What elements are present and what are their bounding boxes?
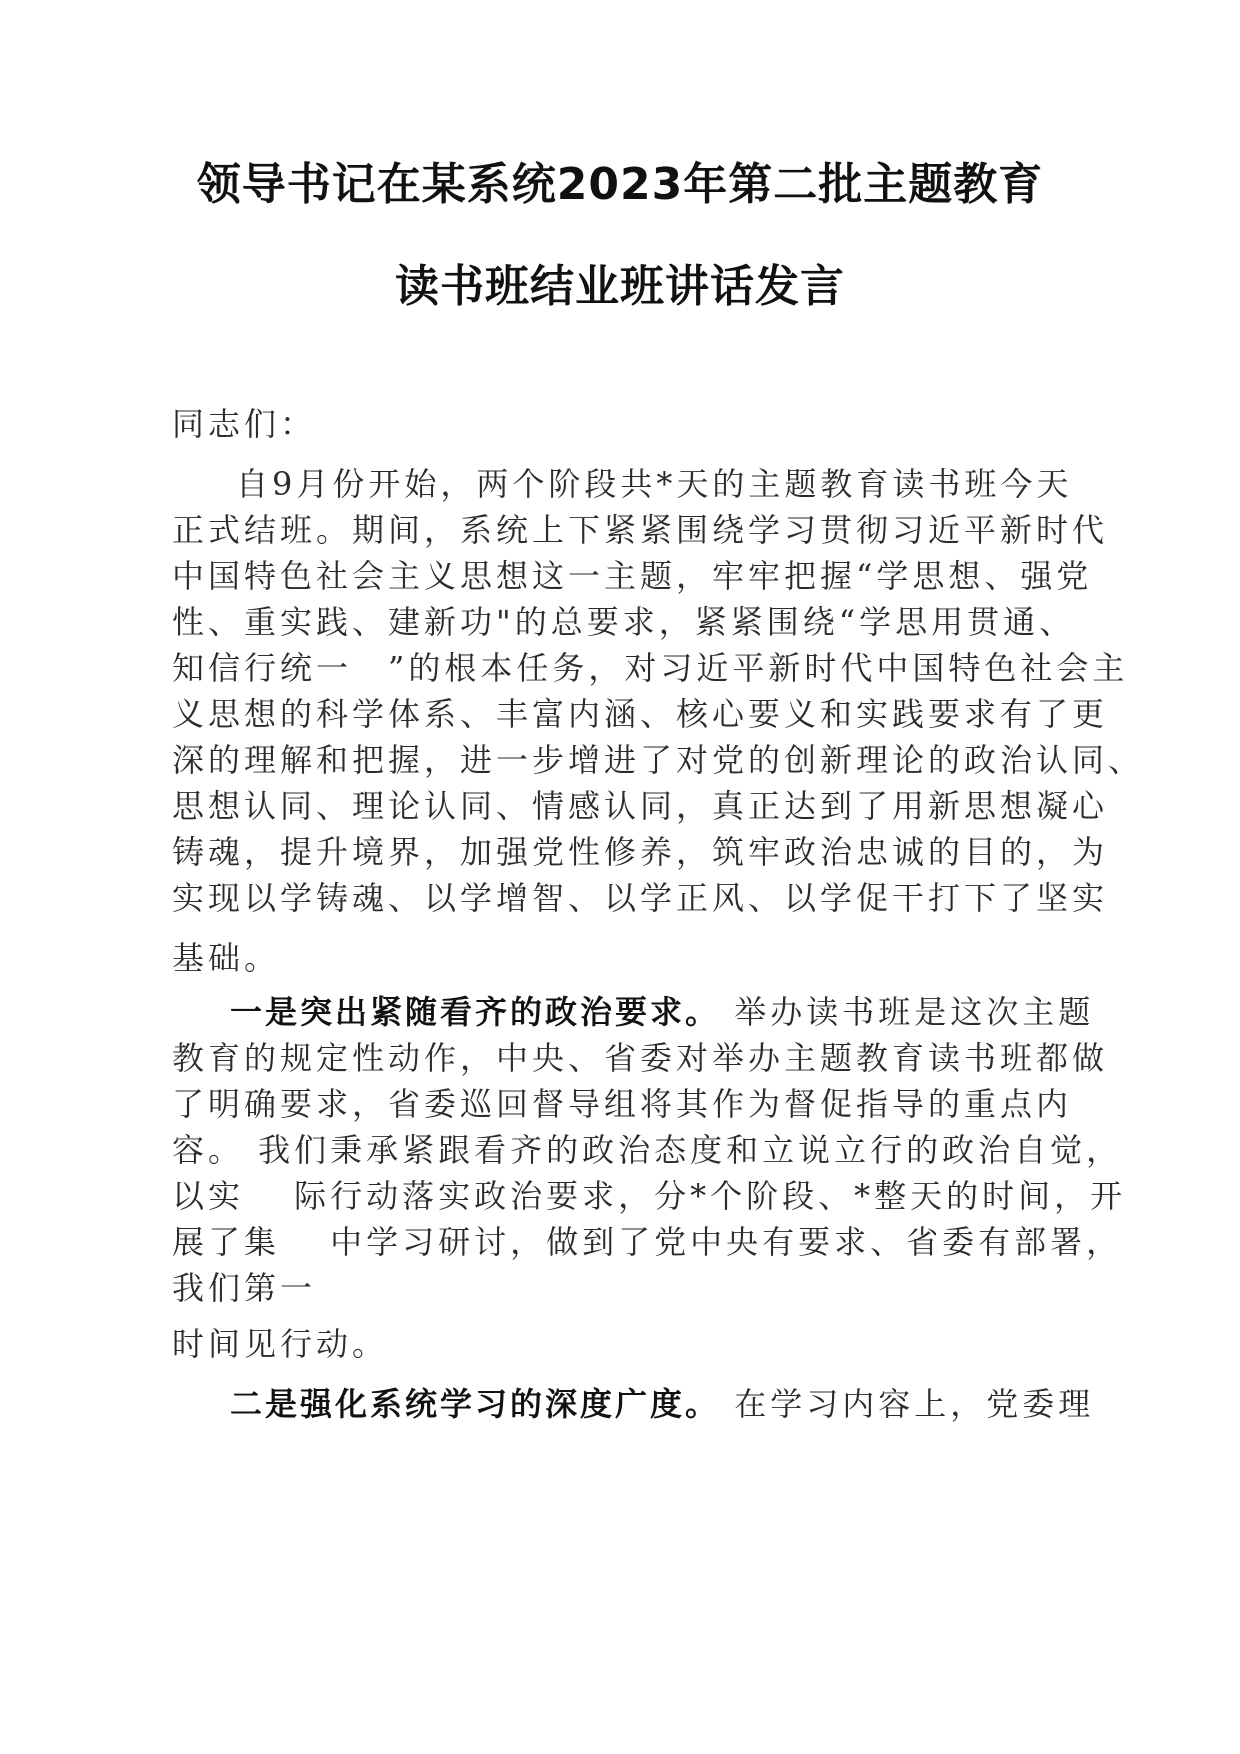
paragraph-line: 了明确要求，省委巡回督导组将其作为督促指导的重点内 — [172, 1085, 1073, 1123]
paragraph-line: 铸魂，提升境界，加强党性修养，筑牢政治忠诚的目的，为 — [172, 833, 1109, 871]
section-heading: 一是突出紧随看齐的政治要求。 — [230, 993, 721, 1031]
paragraph-line: 实现以学铸魂、以学增智、以学正风、以学促干打下了坚实 — [172, 879, 1109, 917]
paragraph-line: 性、重实践、建新功"的总要求，紧紧围绕“学思用贯通、 — [172, 603, 1076, 641]
paragraph-line: 容。 我们秉承紧跟看齐的政治态度和立说立行的政治自觉， — [172, 1131, 1123, 1169]
paragraph-line: 深的理解和把握，进一步增进了对党的创新理论的政治认同、 — [172, 741, 1145, 779]
paragraph-line: 教育的规定性动作，中央、省委对举办主题教育读书班都做 — [172, 1039, 1109, 1077]
paragraph-line: 基础。 — [172, 939, 281, 977]
salutation: 同志们： — [172, 405, 317, 443]
paragraph-text: 在学习内容上，党委理 — [734, 1385, 1095, 1423]
paragraph-line-with-heading — [230, 992, 1094, 1032]
paragraph-line: 义思想的科学体系、丰富内涵、核心要义和实践要求有了更 — [172, 695, 1109, 733]
document-title-line-1: 领导书记在某系统2023年第二批主题教育 — [196, 159, 1044, 210]
document-title-line-2: 读书班结业班讲话发言 — [395, 261, 845, 312]
paragraph-line: 自9月份开始，两个阶段共*天的主题教育读书班今天 — [236, 465, 1073, 503]
section-heading: 二是强化系统学习的深度广度。 — [230, 1385, 721, 1423]
paragraph-line: 我们第一 — [172, 1269, 317, 1307]
paragraph-line: 思想认同、理论认同、情感认同，真正达到了用新思想凝心 — [172, 787, 1109, 825]
paragraph-line: 正式结班。期间，系统上下紧紧围绕学习贯彻习近平新时代 — [172, 511, 1109, 549]
paragraph-line-with-heading — [230, 1384, 1094, 1424]
paragraph-line: 展了集 中学习研讨，做到了党中央有要求、省委有部署， — [172, 1223, 1123, 1261]
paragraph-line: 时间见行动。 — [172, 1325, 389, 1363]
paragraph-line: 中国特色社会主义思想这一主题，牢牢把握“学思想、强党 — [172, 557, 1093, 595]
paragraph-text: 举办读书班是这次主题 — [734, 993, 1095, 1031]
paragraph-line: 知信行统一 ”的根本任务，对习近平新时代中国特色社会主 — [172, 649, 1129, 687]
paragraph-line: 以实 际行动落实政治要求，分*个阶段、*整天的时间，开 — [172, 1177, 1127, 1215]
